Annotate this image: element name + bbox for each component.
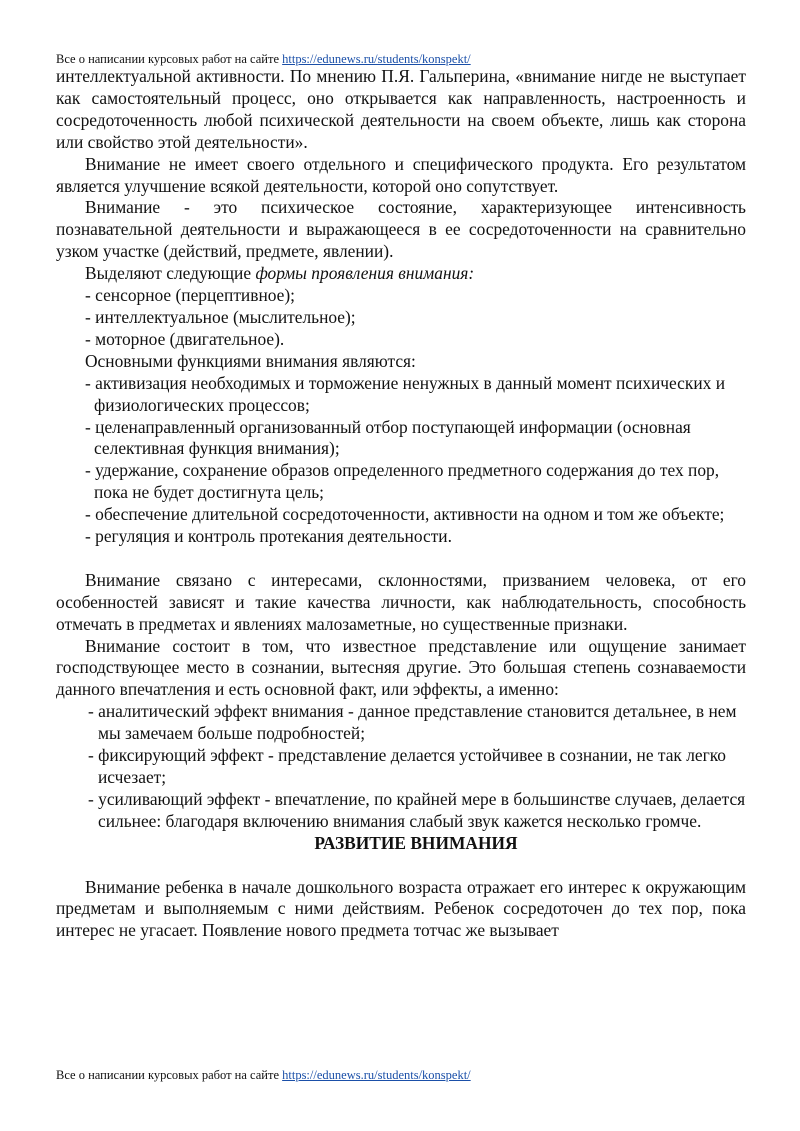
paragraph: Внимание не имеет своего отдельного и специфического продукта. Его результатом является улучшение всякой деятельности, которой оно сопутствует. (56, 153, 746, 196)
list-item: - сенсорное (перцептивное); (85, 285, 296, 306)
list-item: - фиксирующий эффект - представление делается устойчивее в сознании, не так легко исчезает; (88, 745, 727, 787)
page-header (56, 51, 471, 67)
paragraph: Внимание связано с интересами, склонностями, призванием человека, от его особенностей зависят и такие качества личности, как наблюдательность, способность отмечать в предметах и явлениях малозаметные, но существенные признаки. (56, 569, 746, 634)
list-item: - активизация необходимых и торможение ненужных в данный момент психических и физиологических процессов; (85, 372, 726, 415)
header-text: Все о написании курсовых работ на сайте (56, 52, 283, 66)
footer-link[interactable]: https://edunews.ru/students/konspekt/ (282, 1068, 471, 1082)
blank-line (56, 548, 746, 570)
paragraph: Внимание состоит в том, что известное представление или ощущение занимает господствующее место в сознании, вытесняя другие. Это большая степень сознаваемости данного впечатления и есть основной факт, или эффекты, а именно: (56, 635, 746, 700)
list-item: - усиливающий эффект - впечатление, по крайней мере в большинстве случаев, делается сильнее: благодаря включению внимания слабый звук кажется несколько громче. (88, 788, 746, 831)
functions-list (56, 373, 746, 548)
paragraph: Внимание - это психическое состояние, характеризующее интенсивность познавательной деятельности и выражающееся в ее сосредоточенности на сравнительно узком участке (действий, предмете, явлении). (56, 197, 746, 262)
effects-list (56, 701, 746, 832)
list-item: - обеспечение длительной сосредоточенности, активности на одном и том же объекте; (85, 504, 725, 525)
list-item: - удержание, сохранение образов определенного предметного содержания до тех пор, пока не будет достигнута цель; (85, 460, 720, 503)
header-link[interactable]: https://edunews.ru/students/konspekt/ (282, 52, 471, 66)
paragraph (56, 263, 746, 285)
list-item: - интеллектуальное (мыслительное); (85, 306, 356, 327)
paragraph: Внимание ребенка в начале дошкольного возраста отражает его интерес к окружающим предметам и выполняемым с ними действиям. Ребенок сосредоточен до тех пор, пока интерес не угасает. Появление нового предмета тотчас же вызывает (56, 876, 746, 941)
list-item: - целенаправленный организованный отбор поступающей информации (основная селективная функция внимания); (85, 416, 691, 459)
list-item: - регуляция и контроль протекания деятельности. (85, 526, 452, 547)
paragraph-text: Выделяют следующие (85, 263, 256, 284)
list-item: - моторное (двигательное). (85, 328, 285, 349)
blank-line (56, 855, 746, 877)
section-heading: РАЗВИТИЕ ВНИМАНИЯ (314, 832, 518, 853)
page-footer (56, 1067, 471, 1083)
list-item: - аналитический эффект внимания - данное представление становится детальнее, в нем мы замечаем больше подробностей; (88, 701, 737, 744)
footer-text: Все о написании курсовых работ на сайте (56, 1068, 283, 1082)
paragraph: интеллектуальной активности. По мнению П.Я. Гальперина, «внимание нигде не выступает как самостоятельный процесс, оно открывается как направленность, настроенность и сосредоточенность любой психической деятельности на своем объекте, лишь как сторона или свойство этой деятельности». (56, 66, 746, 152)
document-body (56, 66, 746, 942)
forms-list (56, 285, 746, 351)
emphasis-text: формы проявления внимания: (255, 263, 475, 284)
paragraph: Основными функциями внимания являются: (85, 350, 416, 371)
